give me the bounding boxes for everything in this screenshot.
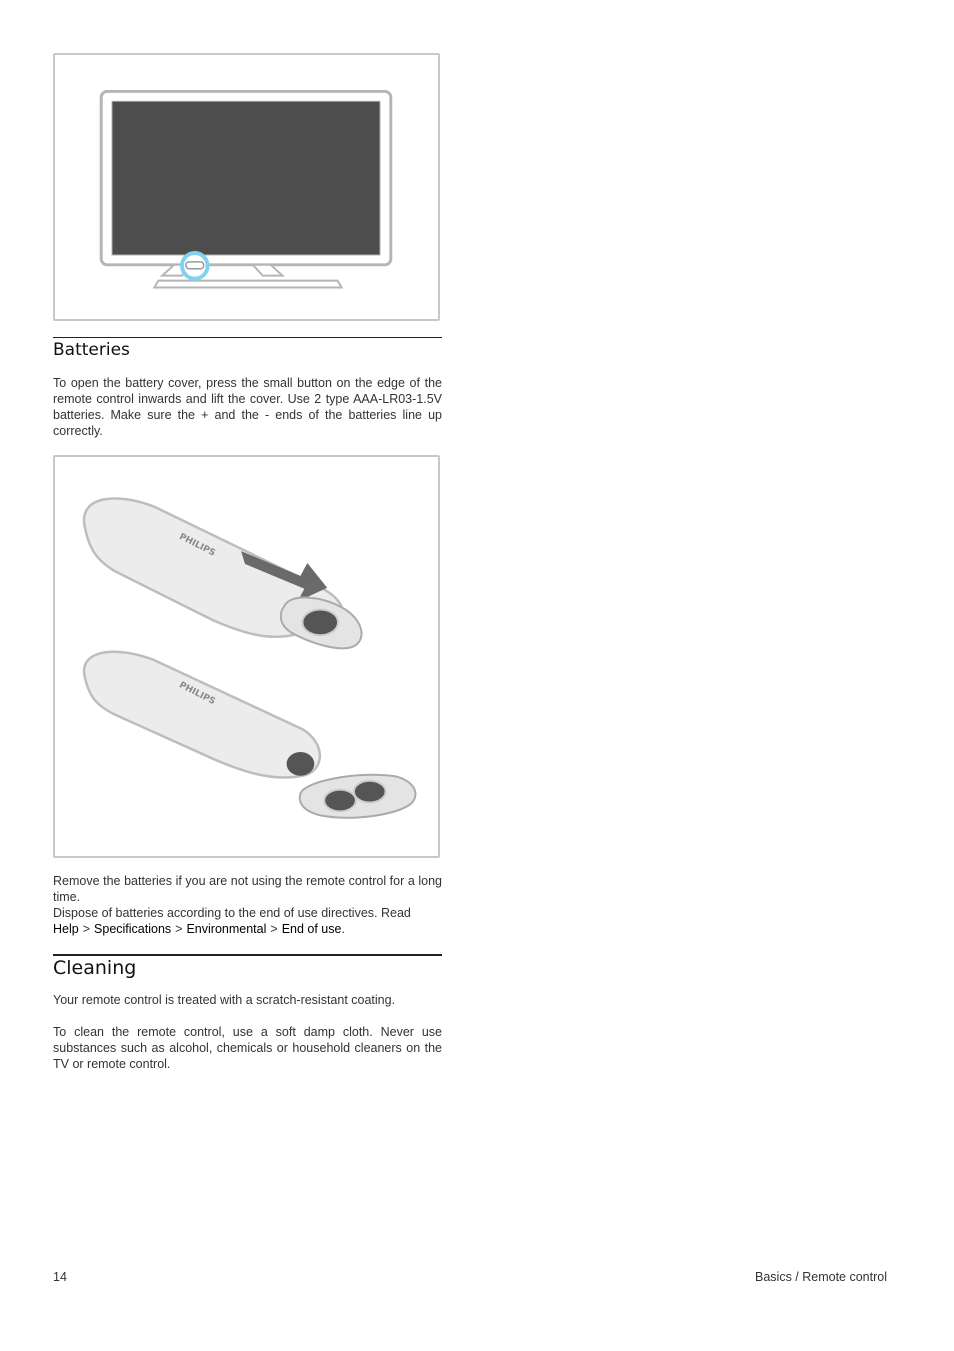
cleaning-paragraph1: Your remote control is treated with a scratch-resistant coating.: [53, 993, 396, 1007]
path-separator: >: [270, 922, 278, 936]
link-environmental[interactable]: Environmental: [186, 922, 267, 936]
cleaning-paragraph2: To clean the remote control, use a soft damp cloth. Never use substances such as alcohol, chemicals or household cleaners on the TV or remote control.: [53, 1025, 442, 1071]
remote-bottom: [84, 652, 320, 778]
period: .: [341, 922, 345, 936]
tv-figure: [53, 53, 440, 321]
brand-logo-bottom: PHILIPS: [177, 680, 217, 708]
removal-line1: Remove the batteries if you are not using the remote control for a long time.: [53, 874, 442, 904]
removal-line2: Dispose of batteries according to the end of use directives. Read: [53, 906, 411, 920]
batteries-heading: Batteries: [53, 340, 130, 360]
link-help[interactable]: Help: [53, 922, 79, 936]
battery-1: [324, 790, 356, 812]
tv-illustration: [55, 55, 438, 319]
link-end-of-use[interactable]: End of use: [281, 922, 342, 936]
tv-stand-right: [253, 265, 283, 276]
path-separator: >: [175, 922, 183, 936]
tv-stand-base: [154, 281, 341, 288]
page-number: 14: [53, 1270, 67, 1284]
link-specifications[interactable]: Specifications: [94, 922, 172, 936]
section-divider: [53, 337, 442, 338]
path-separator: >: [82, 922, 91, 936]
footer-section: Basics / Remote control: [755, 1270, 887, 1284]
brand-logo-top: PHILIPS: [177, 531, 217, 559]
tv-screen: [112, 101, 380, 255]
section-divider: [53, 954, 442, 956]
battery-slot: [287, 752, 315, 776]
remote-figure: [53, 455, 440, 858]
battery-top: [302, 609, 338, 635]
batteries-paragraph: To open the battery cover, press the small button on the edge of the remote control inwards and lift the cover. Use 2 type AAA-LR03-1.5V batteries. Make sure the + and the - ends of the batteries line up correctly.: [53, 376, 442, 438]
remote-illustration: [55, 457, 438, 856]
cleaning-heading: Cleaning: [53, 957, 137, 979]
battery-2: [354, 781, 386, 803]
sensor-icon: [186, 262, 204, 269]
